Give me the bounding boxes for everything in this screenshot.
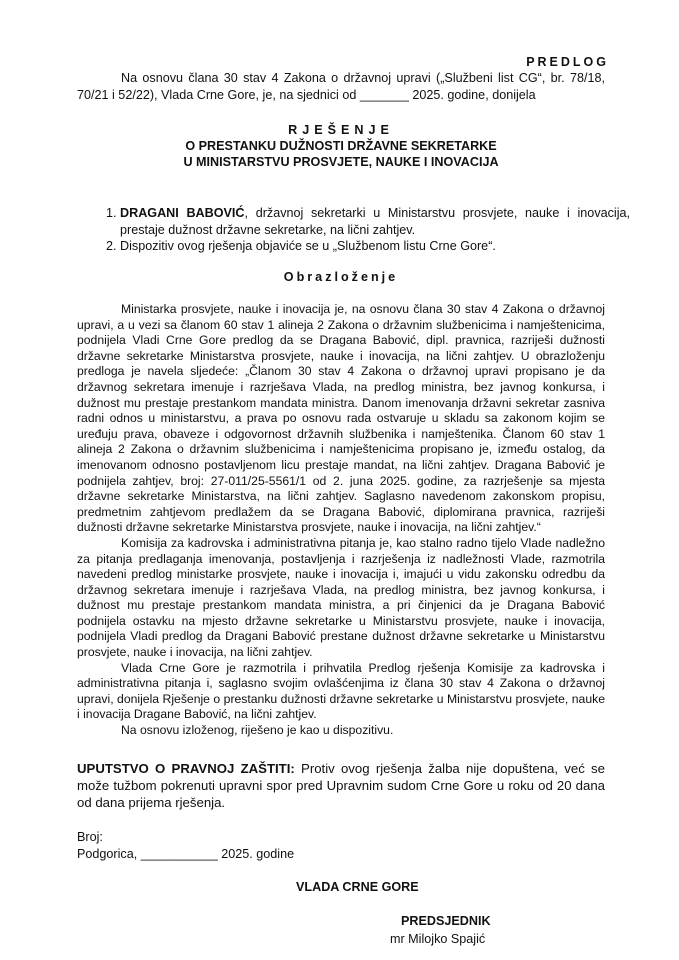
person-name: DRAGANI BABOVIĆ: [120, 206, 245, 220]
place-date: Podgorica, ___________ 2025. godine: [77, 846, 295, 861]
predlog-label: PREDLOG: [526, 55, 609, 69]
intro-paragraph: Na osnovu člana 30 stav 4 Zakona o državnoj upravi („Službeni list CG“, br. 78/18, 70/21 i 52/22), Vlada Crne Gore, je, na sjednici od _______ 2025. godine, donijela: [77, 71, 605, 102]
document-title: RJEŠENJE: [288, 123, 394, 137]
president-name: mr Milojko Spajić: [390, 932, 486, 946]
broj-label: Broj:: [77, 830, 103, 844]
legal-remedy-label: UPUTSTVO O PRAVNOJ ZAŠTITI:: [77, 761, 295, 776]
legal-remedy-instruction: [77, 760, 605, 811]
document-subtitle-line1: O PRESTANKU DUŽNOSTI DRŽAVNE SEKRETARKE: [185, 139, 497, 153]
president-title: PREDSJEDNIK: [401, 914, 491, 928]
obrazlozenje-paragraph-2: Komisija za kadrovska i administrativna pitanja je, kao stalno radno tijelo Vlade nadležno za pitanja predlaganja imenovanja, postavljenja i razrješenja iz nadležnosti Vlade, razmotrila navedeni predlog ministarke prosvjete, nauke i inovacija i, imajući u vidu zakonsku odredbu da državnog sekretara imenuje i razrješava Vlada, na predlog ministra, bez javnog konkursa, i dužnost mu prestaje prestankom mandata ministra, a pri činjenici da je Dragana Babović podnijela ostavku na mjesto državne sekretarke u Ministarstvu prosvjete, nauke i inovacija, podnijela Vladi predlog da Dragani Babović prestane dužnost državne sekretarke u Ministarstvu prosvjete, nauke i inovacija, na lični zahtjev.: [77, 535, 605, 660]
government-name: VLADA CRNE GORE: [296, 880, 419, 894]
dispositive-item-1: [120, 205, 630, 238]
legal-remedy-text: Protiv ovog rješenja žalba nije dopuštena, već se može tužbom pokrenuti upravni spor pred Upravnim sudom Crne Gore u roku od 20 dana od dana prijema rješenja.: [77, 761, 605, 810]
document-subtitle-line2: U MINISTARSTVU PROSVJETE, NAUKE I INOVACIJA: [183, 155, 499, 169]
dispositive-item-1-text: , državnoj sekretarki u Ministarstvu prosvjete, nauke i inovacija, prestaje dužnost državne sekretarke, na lični zahtjev.: [120, 206, 631, 237]
obrazlozenje-paragraph-1: Ministarka prosvjete, nauke i inovacija je, na osnovu člana 30 stav 4 Zakona o državnoj upravi, a u vezi sa članom 60 stav 1 alineja 2 Zakona o državnim službenicima i namještenicima, podnijela Vladi Crne Gore predlog da se Dragana Babović, dipl. pravnica, razriješi dužnosti državne sekretarke Ministarstva prosvjete, nauke i inovacija, na lični zahtjev. U obrazloženju predloga je navela sljedeće: „Članom 30 stav 4 Zakona o državnoj upravi propisano je da državnog sekretara imenuje i razrješava Vlada, na predlog ministra, bez javnog konkursa, i dužnost mu prestaje prestankom mandata ministra. Danom imenovanja državni sekretar zasniva radni odnos u ministarstvu, a prava po osnovu rada ostvaruje u skladu sa zakonom kojim se uređuju prava, obaveze i odgovornost državnih službenika i namještenika. Članom 60 stav 1 alineja 2 Zakona o državnim službenicima i namještenicima propisano je, između ostalog, da imenovanom odnosno postavljenom licu prestaje mandat, na lični zahtjev. Dragana Babović je podnijela zahtjev, broj: 27-011/25-5561/1 od 2. juna 2025. godine, za razrješenje sa mjesta državne sekretarke Ministarstva, na lični zahtjev. Saglasno navedenom zakonskom propisu, predmetnim zahtjevom predlažem da se Dragana Babović, diplomirana pravnica, razriješi dužnosti državne sekretarke Ministarstva prosvjete, nauke i inovacija, na lični zahtjev.“: [77, 302, 605, 535]
obrazlozenje-heading: Obrazloženje: [283, 270, 399, 284]
dispositive-item-2: 2. Dispozitiv ovog rješenja objaviće se u „Službenom listu Crne Gore“.: [120, 238, 630, 255]
obrazlozenje-paragraph-3: Vlada Crne Gore je razmotrila i prihvatila Predlog rješenja Komisije za kadrovska i administrativna pitanja i, saglasno svojim ovlašćenjima iz člana 30 stav 4 Zakona o državnoj upravi, donijela Rješenje o prestanku dužnosti državne sekretarke u Ministarstvu prosvjete, nauke i inovacija Dragane Babović, na lični zahtjev.: [77, 660, 605, 722]
obrazlozenje-body: [77, 302, 605, 739]
document-number-block: [77, 829, 294, 862]
obrazlozenje-paragraph-4: Na osnovu izloženog, riješeno je kao u dispozitivu.: [121, 723, 394, 738]
dispositive-list: [96, 205, 630, 255]
